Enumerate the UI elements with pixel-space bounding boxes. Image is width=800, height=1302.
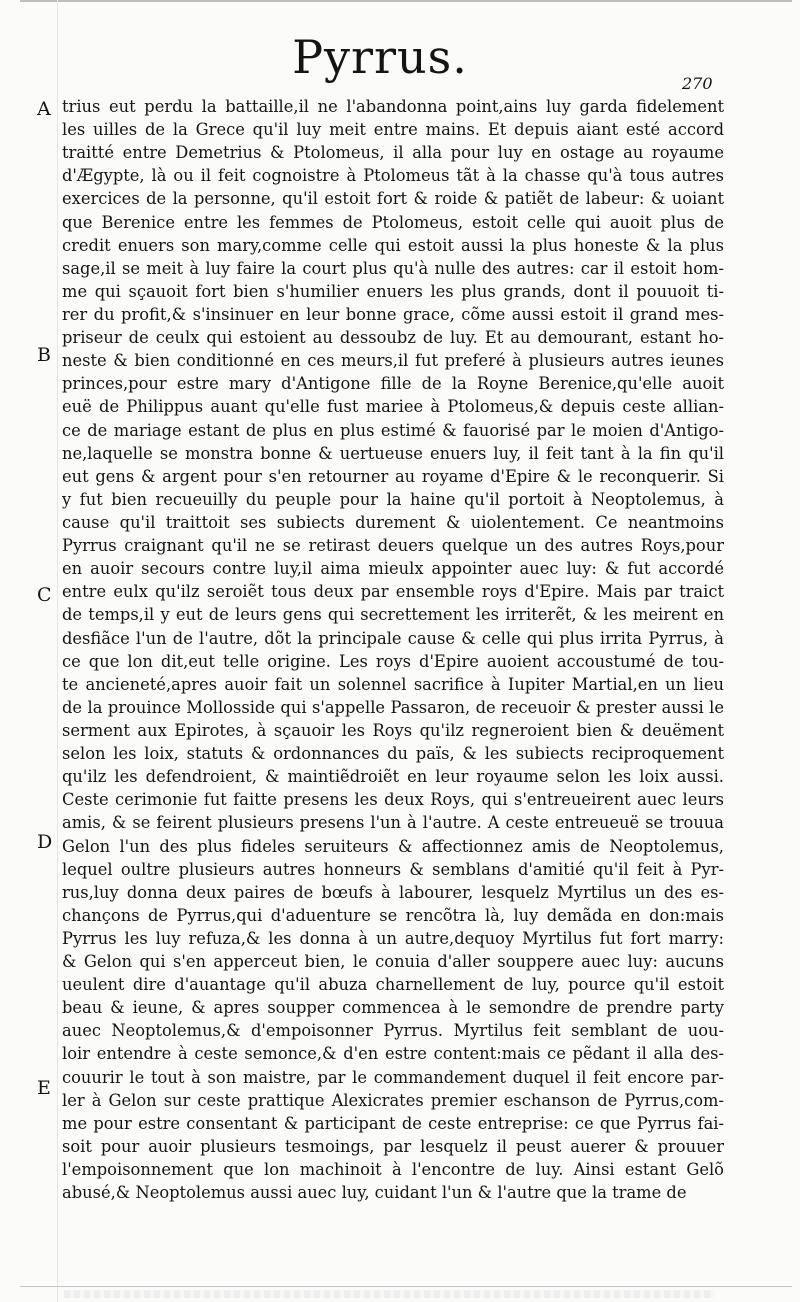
text-line: loir entendre à ceste semonce,& d'en estre content:mais ce pẽdant il alla des- bbox=[62, 1044, 724, 1064]
text-line: desfiãce l'un de l'autre, dõt la principale cause & celle qui plus irrita Pyrrus, à bbox=[62, 628, 724, 648]
bottom-border bbox=[20, 1286, 792, 1287]
margin-letter-b: B bbox=[37, 344, 51, 366]
text-line: qu'ilz les defendroient, & maintiẽdroiẽt en leur royaume selon les loix aussi. bbox=[62, 767, 724, 787]
text-line: ne,laquelle se monstra bonne & uertueuse enuers luy, il feit tant à la fin qu'il bbox=[62, 443, 724, 463]
page-number: 270 bbox=[682, 74, 713, 93]
text-line: Pyrrus les luy refuza,& les donna à un autre,dequoy Myrtilus fut fort marry: bbox=[62, 928, 724, 948]
text-line: y fut bien recueuilly du peuple pour la haine qu'il portoit à Neoptolemus, à bbox=[62, 489, 724, 509]
text-line: credit enuers son mary,comme celle qui estoit aussi la plus honeste & la plus bbox=[62, 235, 724, 255]
text-line: de temps,il y eut de leurs gens qui secrettement les irriterẽt, & les meirent en bbox=[62, 605, 724, 625]
text-line: te ancieneté,apres auoir fait un solennel sacrifice à Iupiter Martial,en un lieu bbox=[62, 674, 724, 694]
text-line: & Gelon qui s'en apperceut bien, le conuia d'aller souppere auec luy: aucuns bbox=[62, 952, 724, 972]
text-line: trius eut perdu la battaille,il ne l'abandonna point,ains luy garda fidelement bbox=[62, 97, 724, 116]
show-through-text bbox=[64, 1290, 714, 1298]
text-line: d'Ægypte, là ou il feit cognoistre à Ptolomeus tãt à la chasse qu'à tous autres bbox=[62, 166, 724, 186]
text-line: Ceste cerimonie fut faitte presens les deux Roys, qui s'entreueirent auec leurs bbox=[62, 790, 724, 810]
text-line: ueulent dire d'auantage qu'il abuza charnellement de luy, pource qu'il estoit bbox=[62, 975, 724, 995]
text-line: soit pour auoir plusieurs tesmoings, par lesquelz il peust auerer & prouuer bbox=[62, 1136, 724, 1156]
text-line: eut gens & argent pour s'en retourner au royame d'Epire & le reconquerir. Si bbox=[62, 466, 724, 486]
text-line: lequel oultre plusieurs autres honneurs & semblans d'amitié qu'il feit à Pyr- bbox=[62, 859, 724, 879]
text-line: cause qu'il traittoit ses subiects durement & uiolentement. Ce neantmoins bbox=[62, 512, 724, 532]
text-line: neste & bien conditionné en ces meurs,il fut preferé à plusieurs autres ieunes bbox=[62, 351, 724, 371]
text-line: serment aux Epirotes, à sçauoir les Roys qu'ilz regneroient bien & deuëment bbox=[62, 720, 724, 740]
margin-letter-c: C bbox=[37, 584, 52, 606]
text-line: princes,pour estre mary d'Antigone fille de la Royne Berenice,qu'elle auoit bbox=[62, 374, 724, 394]
text-line: rus,luy donna deux paires de bœufs à labourer, lesquelz Myrtilus un des es- bbox=[62, 882, 724, 902]
text-line: abusé,& Neoptolemus aussi auec luy, cuidant l'un & l'autre que la trame de bbox=[62, 1183, 687, 1203]
text-line: l'empoisonnement que lon machinoit à l'encontre de luy. Ainsi estant Gelõ bbox=[62, 1160, 724, 1180]
text-line: amis, & se feirent plusieurs presens l'un à l'autre. A ceste entreueuë se trouua bbox=[62, 813, 724, 833]
text-line: me qui sçauoit fort bien s'humilier enuers les plus grands, dont il pouuoit ti- bbox=[62, 281, 724, 301]
text-line: entre eulx qu'ilz seroiẽt tous deux par ensemble roys d'Epire. Mais par traict bbox=[62, 582, 724, 602]
text-line: Gelon l'un des plus fideles seruiteurs & affectionnez amis de Neoptolemus, bbox=[62, 836, 724, 856]
text-line: que Berenice entre les femmes de Ptolomeus, estoit celle qui auoit plus de bbox=[62, 212, 724, 232]
text-line: me pour estre consentant & participant de ceste entreprise: ce que Pyrrus fai- bbox=[62, 1113, 724, 1133]
text-line: beau & ieune, & apres soupper commencea à le semondre de prendre party bbox=[62, 998, 724, 1018]
text-line: de la prouince Mollosside qui s'appelle Passaron, de receuoir & prester aussi le bbox=[62, 697, 724, 717]
text-line: rer du profit,& s'insinuer en leur bonne grace, cõme aussi estoit il grand mes- bbox=[62, 304, 724, 324]
text-line: euë de Philippus auant qu'elle fust mariee à Ptolomeus,& depuis ceste allian- bbox=[62, 397, 724, 417]
text-line: couurir le tout à son maistre, par le commandement duquel il feit encore par- bbox=[62, 1067, 724, 1087]
text-line: ce de mariage estant de plus en plus estimé & fauorisé par le moien d'Antigo- bbox=[62, 420, 724, 440]
top-border bbox=[20, 0, 792, 2]
text-line: chançons de Pyrrus,qui d'aduenture se rencõtra là, luy demãda en don:mais bbox=[62, 905, 724, 925]
text-line: priseur de ceulx qui estoient au dessoubz de luy. Et au demourant, estant ho- bbox=[62, 328, 724, 348]
text-line: ler à Gelon sur ceste prattique Alexicrates premier eschanson de Pyrrus,com- bbox=[62, 1090, 724, 1110]
text-line: traitté entre Demetrius & Ptolomeus, il alla pour luy en ostage au royaume bbox=[62, 143, 724, 163]
text-line: les uilles de la Grece qu'il luy meit entre mains. Et depuis aiant esté accord bbox=[62, 120, 724, 140]
text-line: selon les loix, statuts & ordonnances du païs, & les subiects reciproquement bbox=[62, 744, 724, 764]
text-line: sage,il se meit à luy faire la court plus qu'à nulle des autres: car il estoit hom- bbox=[62, 258, 724, 278]
text-line: exercices de la personne, qu'il estoit fort & roide & patiẽt de labeur: & uoiant bbox=[62, 189, 724, 209]
running-head-title: Pyrrus. bbox=[292, 30, 468, 84]
left-gutter-line bbox=[57, 0, 58, 1302]
margin-letter-d: D bbox=[37, 831, 53, 853]
text-line: en auoir secours contre luy,il aima mieulx appointer auec luy: & fut accordé bbox=[62, 559, 724, 579]
text-line: Pyrrus craignant qu'il ne se retirast deuers quelque un des autres Roys,pour bbox=[62, 536, 724, 556]
text-line: auec Neoptolemus,& d'empoisonner Pyrrus. Myrtilus feit semblant de uou- bbox=[62, 1021, 724, 1041]
margin-letter-e: E bbox=[37, 1077, 51, 1099]
text-line: ce que lon dit,eut telle origine. Les roys d'Epire auoient accoustumé de tou- bbox=[62, 651, 724, 671]
margin-letter-a: A bbox=[37, 98, 51, 120]
text-body bbox=[62, 95, 724, 1204]
